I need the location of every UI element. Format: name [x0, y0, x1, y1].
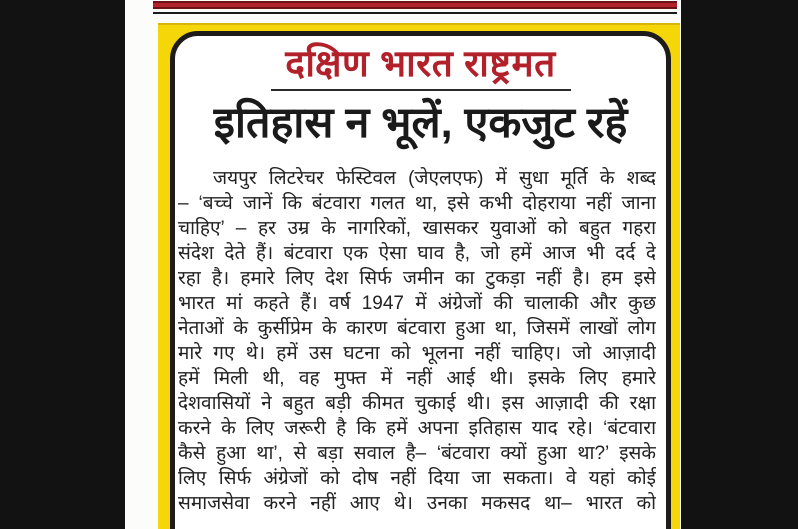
masthead-title: दक्षिण भारत राष्ट्रमत: [285, 43, 556, 84]
article-text-line: रहा है। हमारे लिए देश सिर्फ जमीन का टुकड़ा नहीं है। हम इसे: [178, 268, 656, 289]
article-text-line: मारे गए थे। हमें उस घटना को भूलना नहीं चाहिए। जो आज़ादी: [178, 343, 656, 364]
article-text-line: समाजसेवा करने नहीं आए थे। उनका मकसद था– भारत को: [178, 493, 656, 514]
article-text-line: देशवासियों ने बहुत बड़ी कीमत चुकाई थी। इस आज़ादी की रक्षा: [178, 393, 656, 414]
article-body: [178, 166, 656, 516]
yellow-frame: [158, 23, 680, 529]
article-text-line: लिए सिर्फ अंग्रेजों को दोष नहीं दिया जा सकता। वे यहां कोई: [178, 468, 656, 489]
article-headline: इतिहास न भूलें, एकजुट रहें: [213, 99, 628, 147]
article-text-line: – ‘बच्चे जानें कि बंटवारा गलत था, इसे कभी दोहराया नहीं जाना: [178, 193, 656, 214]
article-text-line: नेताओं के कुर्सीप्रेम के कारण बंटवारा हुआ था, जिसमें लाखों लोग: [178, 318, 656, 339]
article-text-line: कैसे हुआ था’, से बड़ा सवाल है– ‘बंटवारा क्यों हुआ था?’ इसके: [178, 443, 656, 464]
top-thin-rule: [153, 12, 677, 14]
article-text-line: हमें मिली थी, वह मुफ्त में नहीं आई थी। इसके लिए हमारे: [178, 368, 656, 389]
article-text-line: भारत मां कहते हैं। वर्ष 1947 में अंग्रेजों की चालाकी और कुछ: [178, 293, 656, 314]
article-text-line: चाहिए’ – हर उम्र के नागरिकों, खासकर युवाओं को बहुत गहरा: [178, 218, 656, 239]
newspaper-clipping: [125, 0, 681, 529]
article-box: [170, 31, 671, 529]
article-text-line: करने के लिए जरूरी है कि हमें अपना इतिहास याद रहे। ‘बंटवारा: [178, 418, 656, 439]
masthead-underline: [271, 89, 571, 91]
top-red-ribbon: [153, 1, 677, 9]
article-text-line: संदेश देते हैं। बंटवारा एक ऐसा घाव है, जो हमें आज भी दर्द दे: [178, 243, 656, 264]
article-text-line: जयपुर लिटरेचर फेस्टिवल (जेएलएफ) में सुधा मूर्ति के शब्द: [213, 168, 656, 189]
